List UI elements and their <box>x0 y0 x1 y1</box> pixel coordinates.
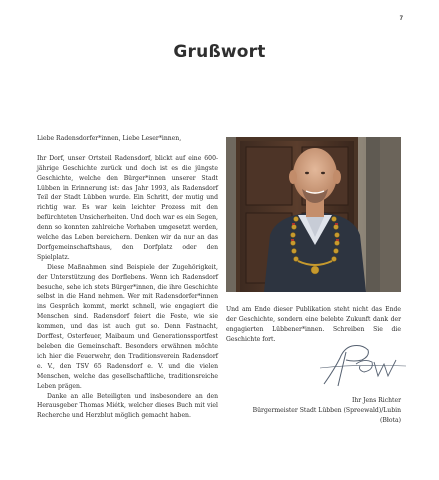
closing-paragraph <box>226 305 401 345</box>
signatory-name: Ihr Jens Richter <box>351 397 401 404</box>
greeting-text-column <box>37 134 218 421</box>
mayor-portrait-photo <box>226 137 401 292</box>
paragraph-history: Ihr Dorf, unser Ortsteil Radensdorf, blickt auf eine 600-jährige Geschichte zurück und doch ist es die jüngste Geschichte, welche den Bürger*innen unserer Stadt Lübben in Erinnerung ist: das Jahr 1993, als Radensdorf Teil der Stadt Lübben wurde. Ein Schritt, der mutig und richtig war. Es war kein leichter Prozess mit den befürchteten Unsicherheiten. Und doch war es ein Segen, denn so konnten zahlreiche Vorhaben umgesetzt werden, welche das Leben bereichern. Denken wir da nur an das Dorfgemeinschaftshaus, den Dorfplatz oder den Spielplatz. <box>37 154 218 261</box>
salutation: Liebe Radensdorfer*innen, Liebe Leser*innen, <box>37 135 182 142</box>
page-title: Grußwort <box>173 42 266 62</box>
closing-text: Und am Ende dieser Publikation steht nicht das Ende der Geschichte, sondern eine belebte Zukunft dank der engagierten Lübbener*innen. Schreiben Sie die Geschichte fort. <box>226 306 401 343</box>
signatory-title: Bürgermeister Stadt Lübben (Spreewald)/Lubin <box>252 406 401 414</box>
paragraph-community: Diese Maßnahmen sind Beispiele der Zugehörigkeit, der Unterstützung des Dorflebens. Wenn ich Radensdorf besuche, sehe ich stets Bürger*innen, die ihre Geschichte selbst in die Hand nehmen. Wer mit Radensdorfer*innen ins Gespräch kommt, merkt schnell, wie engagiert die Menschen sind. Radensdorf feiert die Feste, wie sie kommen, und das ist auch gut so. Denn Fastnacht, Dorffest, Osterfeuer, Maibaum und Generationssportfest beleben die Gemeinschaft. Besonders erwähnen möchte ich hier die Feuerwehr, den Traditionsverein Radensdorf e. V., den TSV 65 Radensdorf e. V. und die vielen Menschen, welche das gesellschaftliche, traditionsreiche Leben prägen. <box>37 263 218 390</box>
signatory-title-continued: (Błota) <box>380 416 401 424</box>
page-number: 7 <box>399 16 403 22</box>
paragraph-thanks: Danke an alle Beteiligten und insbesondere an den Herausgeber Thomas Miétk, welcher dieses Buch mit viel Recherche und Herzblut möglich gemacht haben. <box>37 392 218 420</box>
right-column <box>226 137 401 345</box>
signature-block <box>201 396 401 426</box>
handwritten-signature <box>316 340 412 392</box>
